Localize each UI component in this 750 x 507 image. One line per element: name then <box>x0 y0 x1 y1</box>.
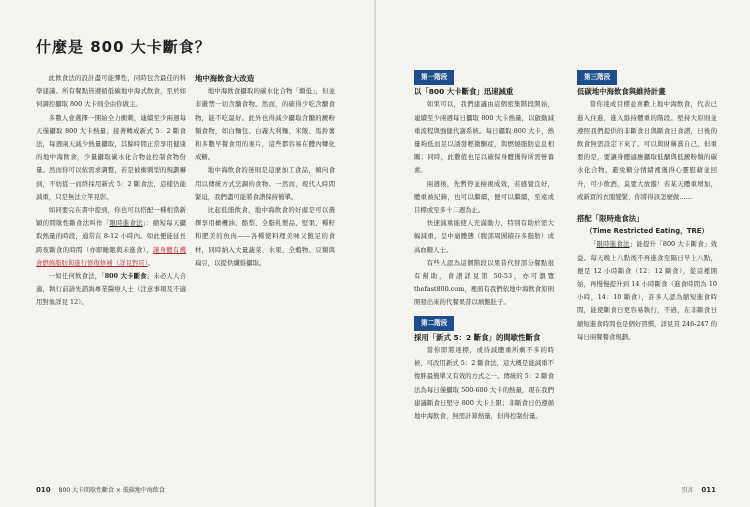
tre-subtitle: （Time Restricted Eating，TRE） <box>585 227 709 236</box>
stage-3-title: 低碳地中海飲食與維持計畫 <box>577 87 666 97</box>
right-page-number: 011 <box>701 486 716 494</box>
highlighted-sentence: 讓身體有機會燃燒脂肪與進行修復修補（詳見對頁） <box>36 245 186 267</box>
intro-paragraph-2: 多數人會選擇一開始全力衝刺，連續至少兩週每天僅攝取 800 大卡熱量；接著轉成新式 5：2 斷食法，每週兩天減少熱量攝取，其餘時間正常享用健康的地中海飲食，少量攝取碳水化合物並控制食物份量。然而你可以依需求調整，若是被衝刺型的規劃嚇到，不妨從一而終採用新式 5：2 斷食法，這樣仍能減重，只是無法立竿見影。 <box>36 113 186 201</box>
right-running-title: 引言 <box>681 487 694 494</box>
intro-paragraph-3: 如同要完在書中提到，你也可以搭配一種相當新穎的間歇性斷食法叫作「限時進食法」：縮短每天攝取熱量的時段，通常在 8-12 小時內。如此便能延長跨夜斷食的時間（亦即睡眠與未進食），讓身體有機會燃燒脂肪與進行修復修補（詳見對頁）。 <box>36 206 187 267</box>
stage-1-paragraph-3: 快速減重能使人充滿動力，特別有助於需大幅減重、呈中廣體態（腹部周圍積存多脂肪）或高血糖人士。 <box>414 219 554 254</box>
stage-2-badge: 第二階段 <box>414 316 454 331</box>
stage-3-paragraph-1: 當你達成目標並喜歡上地中海飲食，代表已進入住進，進入維持體重的階段。堅持大原則並遵照我們提供的非斷食日與斷食日食譜，日後的飲食無需設定下來了。可以與財稱賞自己，但重要的是，要讓身體適應攝取低醣與低澱粉類的碳水化合物，避免糖分情緒裡獲得心靈慰藉並回升，可小飲酒，莫要大放縱！若某天體重增加，或新買的衣服變緊，你將得該怎麼做…… <box>577 100 717 201</box>
stage-2-title: 採用「新式 5：2 斷食」的間歇性斷食 <box>414 332 541 342</box>
mediterranean-paragraph-1: 地中海飲食攝取的碳水化合物「顛低」，但並非嚴禁一切含醣食物。然而，的確得少吃含醣食物，能不吃最好。此外也得減少攝取含醣的澱粉類食物，如白麵包、白義大利麵、米飯、馬鈴薯和多數早餐食用的麥片，這些都容易在體內轉化成糖。 <box>195 87 335 162</box>
book-spine <box>374 0 376 507</box>
intro-paragraph-1: 此飲食法的設計盡可能彈性，同時包含最佳的科學建議。所有餐點皆遵循低碳地中海式飲食，至於如何調控攝取 800 大卡則全由你做主。 <box>36 74 186 109</box>
program-name: 800 大卡斷食 <box>104 272 147 281</box>
intro-paragraph-4: 一如任何飲食法，「800 大卡斷食」未必人人合適，執行前請先諮詢專業醫療人士（注意事項及不適用對象詳見 12）。 <box>36 272 186 307</box>
stages-column-right <box>577 70 717 344</box>
mediterranean-paragraph-3: 比起低脂飲食，地中海飲食的好處是可以選擇享用橄欖油、酪梨、全脂乳製品、堅果、種籽和肥美的魚肉——各種使料理美味又飽足的食材，同時納入大量蔬菜、水果、全穀物、豆類與扁豆，以提供纖維攝取。 <box>195 206 335 267</box>
mediterranean-column <box>195 72 335 270</box>
left-page-number: 010 <box>36 486 51 494</box>
stage-1-title: 以「800 大卡斷食」迅速減重 <box>414 87 514 97</box>
right-footer <box>681 485 716 494</box>
stage-1-paragraph-2: 兩週後，先暫停並檢視成效，若感覺良好，體重被紀錄，也可以繼續，便可以繼續，至遠或目標或至多十二週為止。 <box>414 179 554 215</box>
left-running-title: 800 大卡間歇性斷食 × 低碳地中海飲食 <box>58 487 165 494</box>
stage-1-paragraph-1: 如果可以，我們建議由這個密集階段開始，連續至少兩週每日攝取 800 大卡熱量，以啟動減重流程與強健代謝系統。每日攝取 800 大卡，熱量夠低而足以誘發輕微酮症，與燃燒脂肪息息相關；同時，此數值也足以確保身體獲得所需營養素。 <box>414 100 554 175</box>
tre-term: 限時進食法 <box>596 240 630 249</box>
stage-3-badge: 第三階段 <box>577 70 617 85</box>
stage-2-paragraph-1: 當你即將達標，或待減體重所剩不多的時候，可改用新式 5：2 斷食法，這大概是能減重不復胖最簡單又有效的方式之一。傳統的 5：2 斷食法為每日僅攝取 500-600 大卡的熱量，現在我們建議斷食日堅守 800 大卡上限；非斷食日仍遵循地中海飲食，無需計算熱量，但得控制份量。 <box>414 346 555 421</box>
mediterranean-paragraph-2: 地中海飲食的迷則是這麼加工食品，傾向食用以傳統方式烹調的食物。一然而，現代人時間緊迫，我們盡可能將食譜保持簡單。 <box>195 166 335 201</box>
tre-reference: 限時進食法 <box>109 219 143 228</box>
intro-column <box>36 72 186 310</box>
stage-1-badge: 第一階段 <box>414 70 454 85</box>
stage-1-paragraph-4: 有些人認為這個階段以果昔代替部分餐點很有幫助，食譜詳見第 50-53，亦可瀏覽 thefast800.com，裡面有我們依地中海飲食原則開發出來的代餐果昔以填飽肚子。 <box>414 258 554 307</box>
stages-column-left <box>414 70 554 423</box>
tre-title: 搭配「限時進食法」 <box>577 214 644 224</box>
page-title: 什麼是 800 大卡斷食？ <box>36 38 211 56</box>
mediterranean-heading: 地中海飲食大改造 <box>195 74 255 83</box>
tre-paragraph: 「限時進食法」能提升「800 大卡斷食」效益。每天晚上八點後不再進食至隔日早上八點，便是 12 小時斷食（12：12 斷食），從這裡開始，再慢慢提升到 14 小時斷食（進食時間為 10 小時，14：10 斷食），許多人認為縮短進食時間，能使斷食日更容易執行，不過，在非斷食日縮短進食時間也是個好習慣，詳見頁 246-247 的每日兩餐餐食規劃。 <box>577 240 718 341</box>
left-footer <box>36 485 165 494</box>
